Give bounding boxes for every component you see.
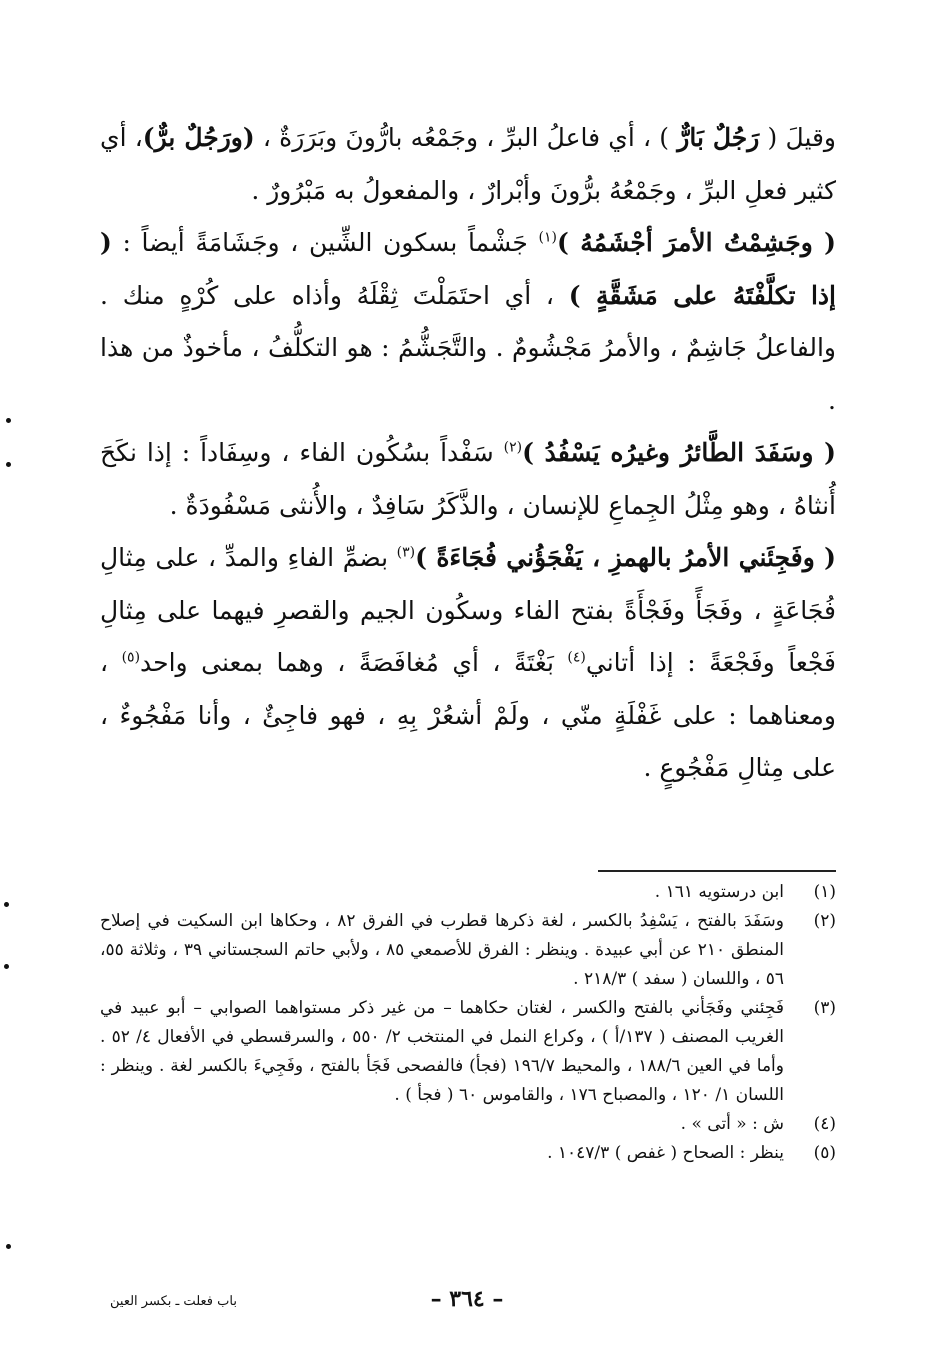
footnotes [100,878,836,1168]
scan-speck [6,462,11,467]
text-run: ، ومعناهما : على غَفْلَةٍ منّي ، ولَمْ أشعُرْ بِهِ ، فهو فاجِئٌ ، وأنا مَفْجُوءٌ ، على مِثالِ مَفْجُوعٍ . [100,648,836,782]
text-run: ، أي كثير فعلِ البرِّ ، وجَمْعُهُ برُّونَ وأبْرارٌ ، والمفعولُ به مَبْرُورٌ . [100,123,836,205]
footnote-number: (١) [813,882,836,902]
text-run: وقيلَ ( [759,123,837,152]
text-run: سَفْداً بسُكُون الفاء ، وسِفَاداً : إذا نكَحَ أُنثاهُ ، وهو مِثْلُ الجِماعِ للإنسان ، والذَّكَرُ سَافِدٌ ، والأُنثى مَسْفُودَةٌ . [100,438,836,520]
headword: ( وجَشِمْتُ الأمرَ أجْشَمُهُ ) [556,228,837,257]
footnote-item [100,994,836,1110]
text-run: جَشْماً بسكون الشِّين ، وجَشَامَةً أيضاً : [111,228,539,257]
footnote-ref[interactable]: (٤) [567,649,586,666]
text-run: ) ، أي فاعلُ البرِّ ، وجَمْعُه بارُّونَ وبَرَرَةٌ ، [254,123,678,152]
footnote-item [100,907,836,994]
footnote-divider [598,870,836,872]
footnote-number: (٢) [813,911,836,931]
footnote-text: وسَفَدَ بالفتح ، يَسْفِدُ بالكسر ، لغة ذكرها قطرب في الفرق ٨٢ ، وحكاها ابن السكيت في إصلاح المنطق ٢١٠ عن أبي عبيدة . وينظر : الفرق للأصمعي ٨٥ ، ولأبي حاتم السجستاني ٣٩ ، وثلاثة ٥٥، ٥٦ ، واللسان ( سفد ) ٢١٨/٣ . [100,911,785,989]
text-run: بضمِّ الفاءِ والمدِّ ، على مِثالِ فُجَاعَةٍ ، وفَجَأً وفَجْأَةً بفتح الفاء وسكُون الجيم والقصرِ فيهما على مِثالِ فَجْعاً وفَجْعَةً : إذا أتاني [100,543,836,677]
scan-speck [4,902,9,907]
footnote-text: ابن درستويه ١٦١ . [654,882,784,902]
footnote-ref[interactable]: (٣) [396,544,416,561]
footnote-text: ش : « أتى » . [680,1114,784,1134]
footnote-text: فَجِئني وفَجَأني بالفتح والكسر ، لغتان حكاهما – من غير ذكر مستواهما الصوابي – أبو عبيد في الغريب المصنف ( ١٣٧/أ ) ، وكراع النمل في المنتخب ٢/ ٥٥٠ ، والسرقسطي في الأفعال ٤/ ٥٢ . وأما في العين ١٨٨/٦ ، والمحيط ١٩٦/٧ (فجأ) فالفصحى فَجَأ بالفتح ، وفَجِيءَ بالكسر لغة . وينظر : اللسان ١/ ١٢٠ ، والمصباح ١٧٦ ، والقاموس ٦٠ ( فجأ ) . [100,998,785,1105]
footnote-number: (٤) [813,1114,836,1134]
footnote-ref[interactable]: (١) [538,229,557,246]
footnote-number: (٥) [813,1143,836,1163]
headword: ( وسَفَدَ الطَّائرُ وغيرُه يَسْفُدُ ) [522,438,836,467]
paragraph-jashima [100,217,836,427]
footnote-ref[interactable]: (٢) [503,439,523,456]
footnote-number: (٣) [813,998,836,1018]
headword: ( وفَجِئَني الأمرُ بالهمزِ ، يَفْجَؤُني فُجَاءَةً ) [415,543,836,572]
headword: (ورَجُلٌ برٌّ) [142,123,255,152]
scan-speck [6,418,11,423]
headword: ( إذا تكلَّفْتَهُ على مَشَقَّةٍ ) [100,228,836,310]
footnote-item [100,1139,836,1168]
footnote-item [100,878,836,907]
section-title: باب فعلت ـ بكسر العين [110,1294,237,1309]
scan-speck [4,964,9,969]
main-text [100,112,836,795]
text-run: ، أي احتَمَلْتَ ثِقْلَهُ وأذاه على كُرْهٍ منك . والفاعلُ جَاشِمٌ ، والأمرُ مَجْشُومٌ . والتَّجَشُّمُ : هو التكلُّفُ ، مأخوذٌ من هذا . [100,280,836,415]
paragraph-birr [100,112,836,217]
footnote-ref[interactable]: (٥) [121,649,141,666]
footnote-text: ينظر : الصحاح ( غفص ) ١٠٤٧/٣ . [547,1143,784,1163]
paragraph-safada [100,427,836,532]
paragraph-fajiani [100,532,836,795]
footnote-item [100,1110,836,1139]
page-number: – ٣٦٤ – [430,1286,504,1312]
headword: رَجُلٌ بَارٌّ [677,123,760,152]
scan-speck [6,1244,11,1249]
text-run: بَغْتَةً ، أي مُغافَصَةً ، وهما بمعنى واحد [140,648,568,677]
